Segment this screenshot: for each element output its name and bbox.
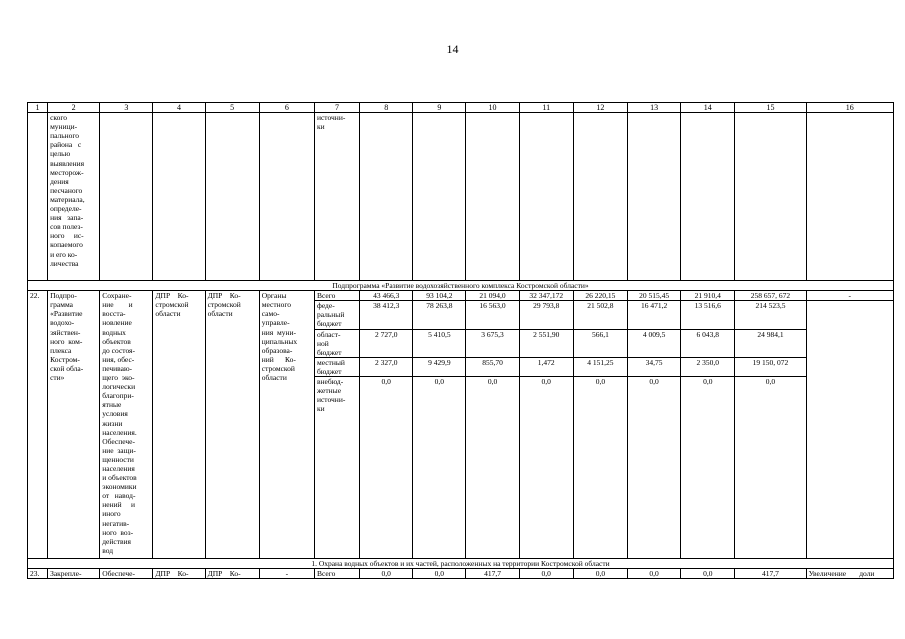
- amount-cell: 0,0: [628, 569, 681, 579]
- amount-cell: 0,0: [628, 377, 681, 559]
- amount-cell: 4 151,25: [573, 357, 627, 376]
- amount-cell: 26 220,15: [573, 291, 627, 301]
- col-header: 12: [573, 103, 627, 113]
- amount-cell: 2 551,90: [519, 329, 573, 357]
- continued-description: ского муници- пального района с целью выявления месторож- дения песчаного материала, определе- ния запа- сов полез- ного ис- копаемого и его ко- личества: [48, 113, 100, 281]
- column-number-row: [28, 103, 894, 113]
- amount-cell: 0,0: [360, 569, 413, 579]
- source-label: феде- ральный бюджет: [314, 301, 359, 329]
- participants: Органы местного само- управле- ния муни- ципальных образова- ний Ко- стромской области: [259, 291, 314, 559]
- amount-total-cell: 24 984,1: [735, 329, 806, 357]
- amount-cell: 0,0: [681, 569, 735, 579]
- col-header: 4: [153, 103, 205, 113]
- amount-cell: 34,75: [628, 357, 681, 376]
- amount-cell: 20 515,45: [628, 291, 681, 301]
- amount-cell: 16 563,0: [466, 301, 519, 329]
- amount-cell: 0,0: [573, 569, 627, 579]
- col-header: 1: [28, 103, 48, 113]
- measure-goal: Обеспече-: [100, 569, 153, 579]
- continued-row: [28, 113, 894, 281]
- amount-cell: 2 727,0: [360, 329, 413, 357]
- amount-total-cell: 19 150, 072: [735, 357, 806, 376]
- amount-cell: 0,0: [413, 377, 466, 559]
- result-cell: -: [806, 291, 893, 301]
- row-23: [28, 569, 894, 579]
- amount-cell: 1,472: [519, 357, 573, 376]
- result-cell: Увеличение доли: [806, 569, 893, 579]
- amount-cell: 16 471,2: [628, 301, 681, 329]
- amount-cell: 0,0: [413, 569, 466, 579]
- amount-cell: 29 793,8: [519, 301, 573, 329]
- col-header: 9: [413, 103, 466, 113]
- page-number: 14: [446, 42, 459, 56]
- amount-cell: 3 675,3: [466, 329, 519, 357]
- col-header: 13: [628, 103, 681, 113]
- amount-cell: 9 429,9: [413, 357, 466, 376]
- amount-cell: 78 263,8: [413, 301, 466, 329]
- col-header: 15: [735, 103, 806, 113]
- amount-total-cell: 0,0: [735, 377, 806, 559]
- continued-source: источни- ки: [314, 113, 359, 281]
- amount-cell: 38 412,3: [360, 301, 413, 329]
- col-header: 14: [681, 103, 735, 113]
- measure-name: Закрепле-: [48, 569, 100, 579]
- subprogram-name: Подпро- грамма «Развитие водохо- зяйствен- ного ком- плекса Костром- ской обла- сти»: [48, 291, 100, 559]
- col-header: 3: [100, 103, 153, 113]
- amount-cell: 0,0: [681, 377, 735, 559]
- col-header: 8: [360, 103, 413, 113]
- amount-cell: 2 327,0: [360, 357, 413, 376]
- amount-cell: 0,0: [360, 377, 413, 559]
- subprogram-goal: Сохране- ние и восста- новление водных объектов до состоя- ния, обес- печиваю- щего эко- логически благопри- ятные условия жизни населения. Обеспече- ние защи- щенности населения и объектов экономики от навод- нений и иного негатив- ного воз- действия вод: [100, 291, 153, 559]
- source-label: внебюд- жетные источни- ки: [314, 377, 359, 559]
- amount-cell: 0,0: [466, 377, 519, 559]
- budget-table: [27, 102, 894, 579]
- amount-cell: 21 094,0: [466, 291, 519, 301]
- amount-cell: 4 009,5: [628, 329, 681, 357]
- amount-cell: 0,0: [519, 377, 573, 559]
- co-executor: ДПР Ко-: [205, 569, 259, 579]
- amount-cell: 21 502,8: [573, 301, 627, 329]
- amount-cell: 5 410,5: [413, 329, 466, 357]
- col-header: 5: [205, 103, 259, 113]
- col-header: 7: [314, 103, 359, 113]
- col-header: 2: [48, 103, 100, 113]
- amount-cell: 32 347,172: [519, 291, 573, 301]
- amount-total-cell: 258 657, 672: [735, 291, 806, 301]
- row-22-total: [28, 291, 894, 301]
- executor: ДПР Ко-: [153, 569, 205, 579]
- row-number: 23.: [28, 569, 48, 579]
- source-label: област- ной бюджет: [314, 329, 359, 357]
- amount-cell: 43 466,3: [360, 291, 413, 301]
- col-header: 6: [259, 103, 314, 113]
- section-title: 1. Охрана водных объектов и их частей, расположенных на территории Костромской области: [28, 559, 894, 569]
- executor: ДПР Ко- стромской области: [153, 291, 205, 559]
- amount-total-cell: 214 523,5: [735, 301, 806, 329]
- source-label: Всего: [314, 291, 359, 301]
- amount-cell: 21 910,4: [681, 291, 735, 301]
- amount-cell: 566,1: [573, 329, 627, 357]
- source-label: Всего: [314, 569, 359, 579]
- amount-cell: 6 043,8: [681, 329, 735, 357]
- amount-cell: 417,7: [466, 569, 519, 579]
- amount-cell: 2 350,0: [681, 357, 735, 376]
- amount-cell: 0,0: [519, 569, 573, 579]
- amount-total-cell: 417,7: [735, 569, 806, 579]
- subprogram-row: [28, 281, 894, 291]
- row-number: 22.: [28, 291, 48, 559]
- col-header: 16: [806, 103, 893, 113]
- co-executor: ДПР Ко- стромской области: [205, 291, 259, 559]
- amount-cell: 855,70: [466, 357, 519, 376]
- amount-cell: 13 516,6: [681, 301, 735, 329]
- amount-cell: 93 104,2: [413, 291, 466, 301]
- source-label: местный бюджет: [314, 357, 359, 376]
- participants: -: [259, 569, 314, 579]
- col-header: 11: [519, 103, 573, 113]
- amount-cell: 0,0: [573, 377, 627, 559]
- subprogram-title: Подпрограмма «Развитие водохозяйственного комплекса Костромской области»: [28, 281, 894, 291]
- col-header: 10: [466, 103, 519, 113]
- section-row: [28, 559, 894, 569]
